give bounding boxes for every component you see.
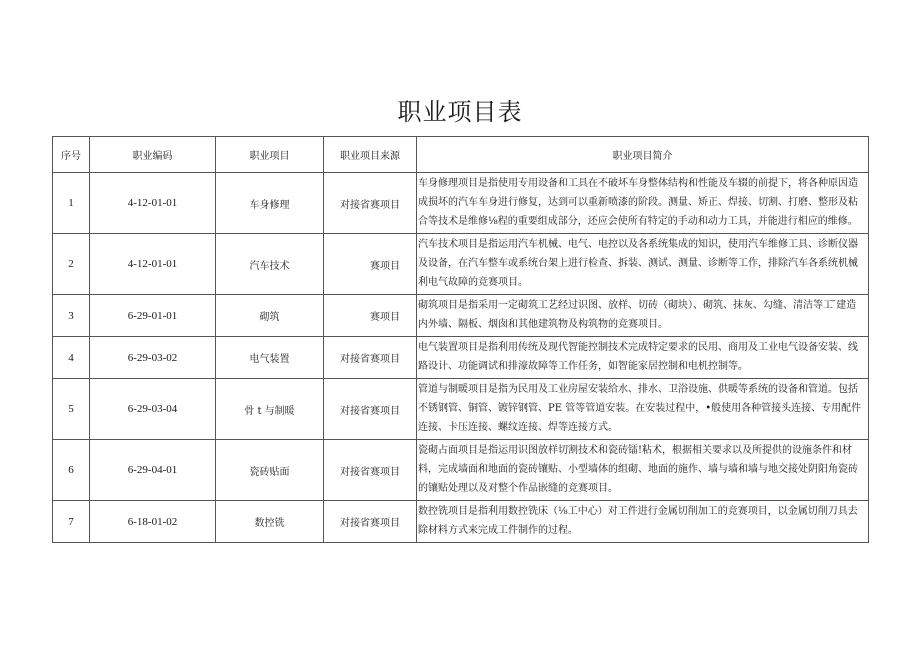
- row-serial: 6: [53, 440, 90, 501]
- row-code: 4-12-01-01: [90, 234, 216, 295]
- row-description: 汽车技术项目是指运用汽车机械、电气、电控以及各系统集成的知识，使用汽车维修工具、诊断仪器及设备，在汽车整车或系统台架上进行检查、拆装、测试、测量、诊断等工作，排除汽车各系统机械利电气故障的竞赛项目。: [417, 234, 869, 295]
- row-project-name: 数控铣: [216, 501, 324, 543]
- row-code: 4-12-01-01: [90, 173, 216, 234]
- row-source: 对接省赛项目: [324, 440, 417, 501]
- row-serial: 7: [53, 501, 90, 543]
- row-code: 6-29-04-01: [90, 440, 216, 501]
- header-source: 职业项目来源: [324, 137, 417, 173]
- table-row: [53, 234, 869, 295]
- row-project-name: 骨 t 与制暖: [216, 379, 324, 440]
- row-source: 对接省赛项目: [324, 379, 417, 440]
- table-header-row: [53, 137, 869, 173]
- row-project-name: 车身修理: [216, 173, 324, 234]
- table-row: [53, 501, 869, 543]
- row-description: 电气装置项目是指利用传统及现代智能控制技术完成特定要求的民用、商用及工业电气设备安装、线路设计、功能调试和排濠故障等工作任务，如智能家居控制和电机控制等。: [417, 337, 869, 379]
- header-code: 职业编码: [90, 137, 216, 173]
- row-description: 管道与制暖项目是指为民用及工业房屋安装给水、排水、卫浴设施、供暖等系统的设备和管道。包括不锈钢管、铜管、镀锌钢管、PE 管等管道安装。在安装过程中，•般使用各种管接头连接、专用配件连接、卡压连接、螺纹连接、焊等连接方式。: [417, 379, 869, 440]
- row-source: 赛项目: [324, 295, 417, 337]
- row-code: 6-18-01-02: [90, 501, 216, 543]
- row-code: 6-29-01-01: [90, 295, 216, 337]
- header-description: 职业项目简介: [417, 137, 869, 173]
- row-description: 车身修理项目是指使用专用设备和工具在不破坏车身整体结构和性能及车辍的前提下，将各种原因造成损坏的汽车车身进行修复，达到可以重新喷漆的阶段。测量、矫正、焊接、切割、打磨、整形及粘合等技术是维修⅛程的重要组成部分，还应会使所有特定的手动和动力工具，并能进行相应的维修。: [417, 173, 869, 234]
- table-row: [53, 173, 869, 234]
- row-description: 数控铣项目是指利用数控铣床（⅛工中心）对工件进行金属切削加工的竞赛项目，以金属切削刀具去除材料方式来完成工件制作的过程。: [417, 501, 869, 543]
- table-row: [53, 295, 869, 337]
- row-source: 赛项目: [324, 234, 417, 295]
- row-source: 对接省赛项目: [324, 173, 417, 234]
- table-row: [53, 440, 869, 501]
- row-project-name: 汽车技术: [216, 234, 324, 295]
- table-row: [53, 337, 869, 379]
- row-description: 瓷砌占面项目是指运用识图放样切割技术和瓷砖镭!粘术，根据相关要求以及所提供的设施条件和材料，完成墙面和地面的瓷砖镶贴、小型墙体的组砌、地面的施作、墙与墙和墙与地交接处阴阳角瓷砖的镶贴处理以及对整个作品嵌缝的竞赛项目。: [417, 440, 869, 501]
- row-project-name: 砌筑: [216, 295, 324, 337]
- row-source: 对接省赛项目: [324, 501, 417, 543]
- row-source: 对接省赛项目: [324, 337, 417, 379]
- row-description: 砌筑项目是指采用一定砌筑工艺经过识图、放样、切砖（砌块）、砌筑、抹灰、勾缝、清洁等工 ̄建造内外墙、隔板、烟囱和其他建筑物及构筑物的竞赛项目。: [417, 295, 869, 337]
- row-serial: 2: [53, 234, 90, 295]
- row-project-name: 瓷砖贴面: [216, 440, 324, 501]
- page-title: 职业项目表: [397, 98, 523, 126]
- row-serial: 4: [53, 337, 90, 379]
- row-serial: 5: [53, 379, 90, 440]
- row-code: 6-29-03-04: [90, 379, 216, 440]
- row-project-name: 电气装置: [216, 337, 324, 379]
- table-row: [53, 379, 869, 440]
- row-serial: 1: [53, 173, 90, 234]
- header-serial: 序号: [53, 137, 90, 173]
- row-serial: 3: [53, 295, 90, 337]
- row-code: 6-29-03-02: [90, 337, 216, 379]
- header-project: 职业项目: [216, 137, 324, 173]
- project-table: [52, 136, 869, 543]
